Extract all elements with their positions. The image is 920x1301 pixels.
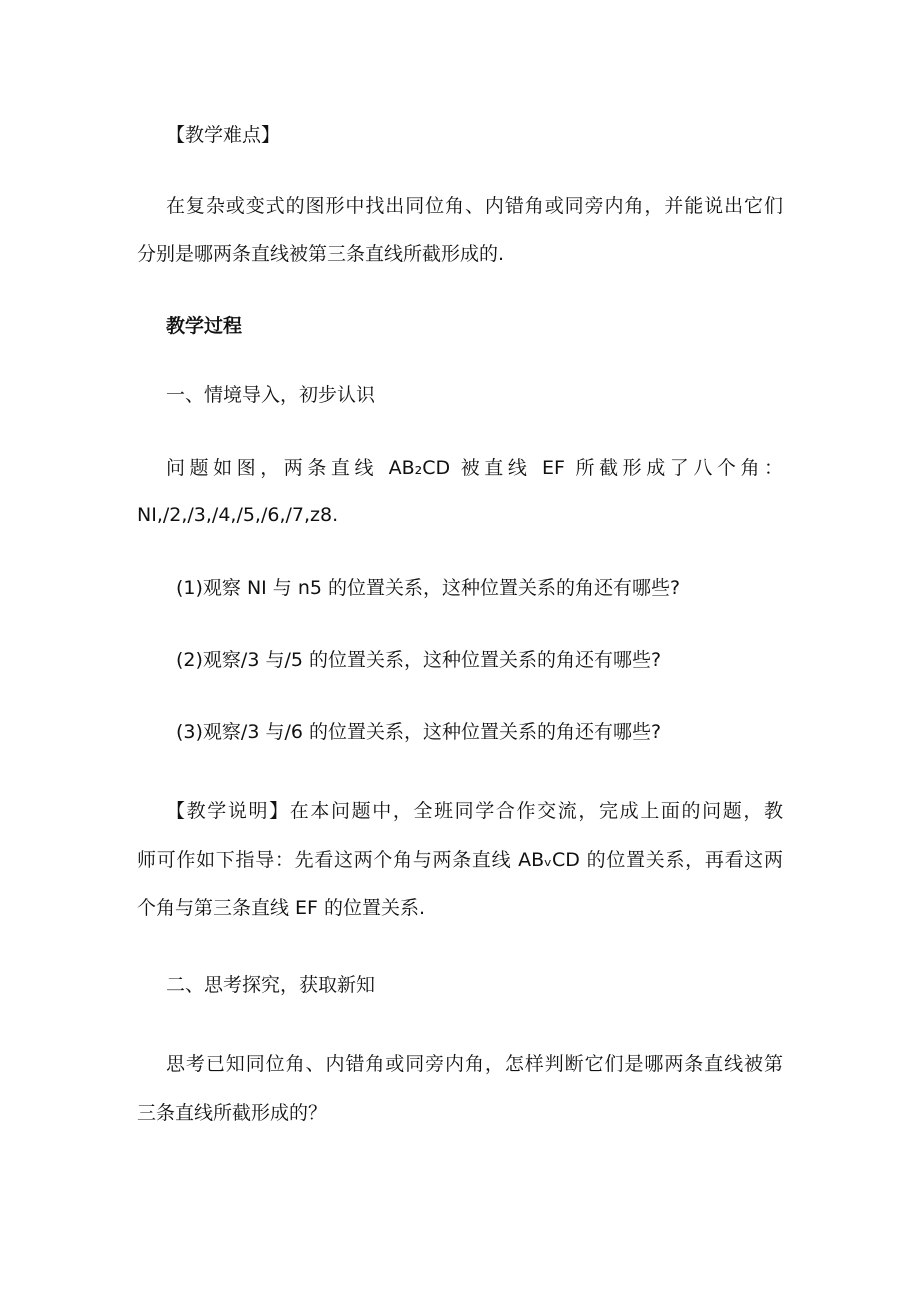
teaching-note-line-3: 个角与第三条直线 EF 的位置关系. [137, 897, 426, 919]
question-2: (2)观察/3 与/5 的位置关系，这种位置关系的角还有哪些? [176, 649, 662, 671]
question-1: (1)观察 NI 与 n5 的位置关系，这种位置关系的角还有哪些? [176, 577, 681, 599]
problem-text-line-2: NI,/2,/3,/4,/5,/6,/7,z8. [137, 504, 339, 526]
problem-text-line-1: 问题如图，两条直线 AB₂CD 被直线 EF 所截形成了八个角： [166, 457, 783, 479]
section-2-title: 二、思考探究，获取新知 [166, 974, 376, 996]
teaching-note-line-2: 师可作如下指导：先看这两个角与两条直线 ABᵥCD 的位置关系，再看这两 [137, 849, 783, 871]
think-text-line-1: 思考已知同位角、内错角或同旁内角，怎样判断它们是哪两条直线被第 [166, 1053, 783, 1075]
think-text-line-2: 三条直线所截形成的？ [137, 1102, 328, 1124]
difficulty-heading: 【教学难点】 [166, 124, 281, 146]
process-heading: 教学过程 [166, 315, 243, 337]
question-3: (3)观察/3 与/6 的位置关系，这种位置关系的角还有哪些? [176, 721, 662, 743]
section-1-title: 一、情境导入，初步认识 [166, 384, 376, 406]
difficulty-text-line-1: 在复杂或变式的图形中找出同位角、内错角或同旁内角，并能说出它们 [166, 195, 783, 217]
teaching-note-line-1: 【教学说明】在本问题中，全班同学合作交流，完成上面的问题，教 [166, 800, 783, 822]
difficulty-text-line-2: 分别是哪两条直线被第三条直线所截形成的. [137, 243, 505, 265]
